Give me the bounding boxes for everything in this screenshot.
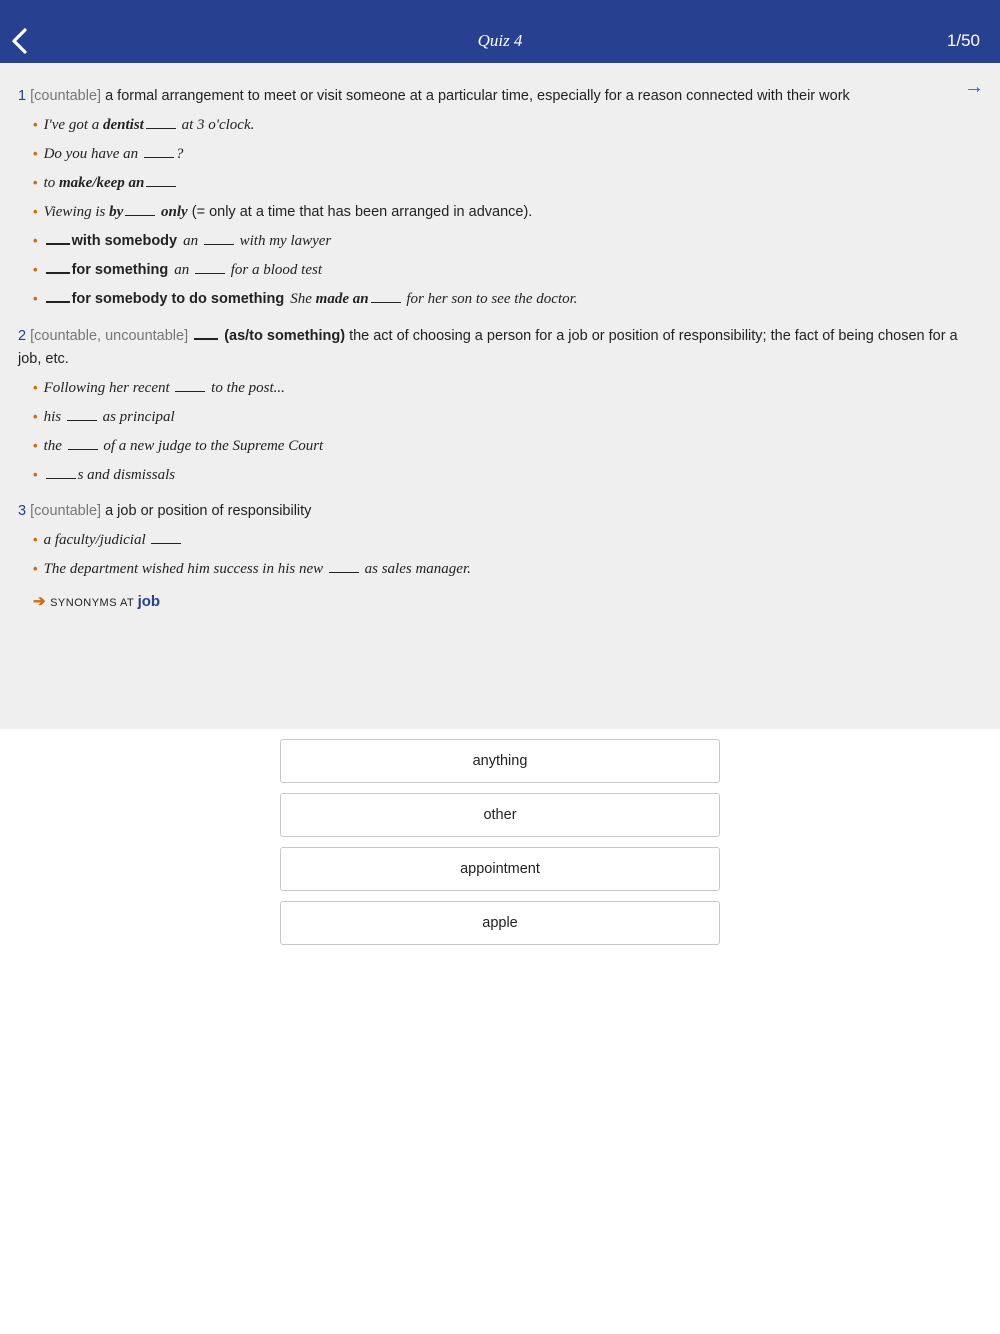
app-header xyxy=(0,0,1000,63)
sense-3 xyxy=(18,500,978,523)
example: • s and dismissals xyxy=(33,467,176,483)
answer-option[interactable]: apple xyxy=(280,901,720,945)
grammar-label: [countable] xyxy=(30,88,102,104)
example: • Following her recent to the post... xyxy=(33,380,285,396)
example: • for somebody to do something She made an for her son to see the doctor. xyxy=(33,291,578,307)
example: • Do you have an ? xyxy=(33,146,184,162)
example: • with somebody an with my lawyer xyxy=(33,233,332,249)
example: • I've got a dentist at 3 o'clock. xyxy=(33,117,255,133)
question-panel xyxy=(0,63,1000,729)
example: • his as principal xyxy=(33,409,175,425)
example: • for something an for a blood test xyxy=(33,262,322,278)
example: • to make/keep an xyxy=(33,173,178,193)
sense-definition: the act of choosing a person for a job or position of responsibility; the fact of being chosen for a job, etc. xyxy=(18,328,958,367)
collocation: (as/to something) xyxy=(224,328,346,344)
sense-number: 3 xyxy=(18,503,27,519)
sense-number: 2 xyxy=(18,328,27,344)
example: • The department wished him success in his new as sales manager. xyxy=(33,561,471,577)
answer-option[interactable]: appointment xyxy=(280,847,720,891)
answer-options xyxy=(280,739,720,955)
sense-2 xyxy=(18,325,978,371)
sense-number: 1 xyxy=(18,88,27,104)
sense-definition: a formal arrangement to meet or visit someone at a particular time, especially for a reason connected with their work xyxy=(105,88,850,104)
grammar-label: [countable] xyxy=(30,503,102,519)
sense-1 xyxy=(18,85,978,108)
example: • the of a new judge to the Supreme Court xyxy=(33,438,324,454)
page-title: Quiz 4 xyxy=(477,31,523,50)
arrow-right-icon: ➔ xyxy=(33,593,47,610)
example: • a faculty/judicial xyxy=(33,530,183,550)
answer-option[interactable]: other xyxy=(280,793,720,837)
answer-option[interactable]: anything xyxy=(280,739,720,783)
synonym-link[interactable]: job xyxy=(137,593,161,610)
sense-definition: a job or position of responsibility xyxy=(105,503,312,519)
example: • Viewing is by only (= only at a time that has been arranged in advance). xyxy=(33,204,533,220)
grammar-label: [countable, uncountable] xyxy=(30,328,189,344)
synonyms-reference: ➔ SYNONYMS AT job xyxy=(33,593,161,610)
arrow-right-icon[interactable]: → xyxy=(964,76,984,98)
quiz-progress: 1/50 xyxy=(946,31,980,50)
